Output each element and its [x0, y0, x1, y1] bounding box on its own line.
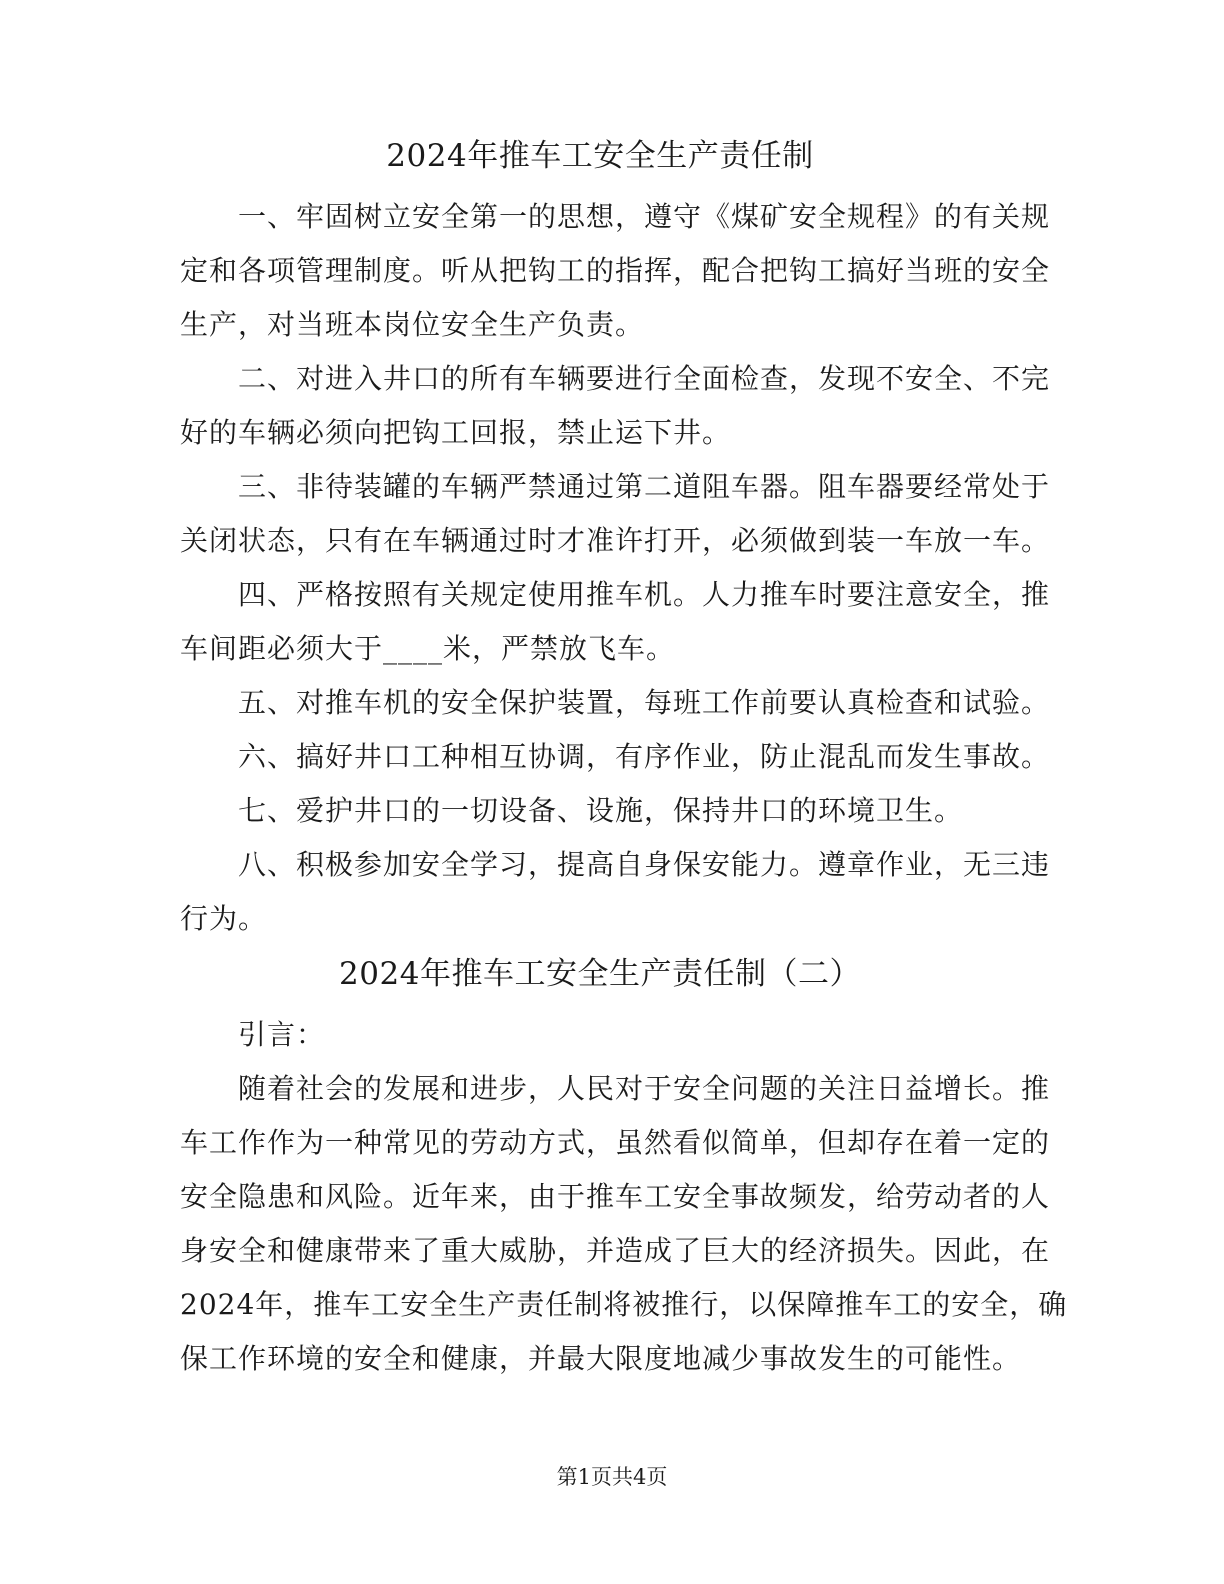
paragraph-line: 生产，对当班本岗位安全生产负责。: [180, 308, 645, 341]
paragraph-line: 六、搞好井口工种相互协调，有序作业，防止混乱而发生事故。: [238, 740, 1051, 773]
paragraph-line: 行为。: [180, 902, 268, 935]
paragraph-line: 定和各项管理制度。听从把钩工的指挥，配合把钩工搞好当班的安全: [180, 254, 1051, 287]
paragraph-line: 身安全和健康带来了重大威胁，并造成了巨大的经济损失。因此，在: [180, 1234, 1051, 1267]
paragraph-line: 一、牢固树立安全第一的思想，遵守《煤矿安全规程》的有关规: [238, 200, 1051, 233]
page-number-footer: 第1页共4页: [556, 1465, 668, 1489]
paragraph-line: 二、对进入井口的所有车辆要进行全面检查，发现不安全、不完: [238, 362, 1051, 395]
paragraph-line: 关闭状态，只有在车辆通过时才准许打开，必须做到装一车放一车。: [180, 524, 1051, 557]
paragraph-line: 随着社会的发展和进步，人民对于安全问题的关注日益增长。推: [238, 1072, 1051, 1105]
paragraph-line: 三、非待装罐的车辆严禁通过第二道阻车器。阻车器要经常处于: [238, 470, 1051, 503]
paragraph-line: 引言：: [238, 1018, 326, 1051]
paragraph-line: 五、对推车机的安全保护装置，每班工作前要认真检查和试验。: [238, 686, 1051, 719]
paragraph-line: 车工作作为一种常见的劳动方式，虽然看似简单，但却存在着一定的: [180, 1126, 1051, 1159]
paragraph-line: 安全隐患和风险。近年来，由于推车工安全事故频发，给劳动者的人: [180, 1180, 1051, 1213]
paragraph-line: 保工作环境的安全和健康，并最大限度地减少事故发生的可能性。: [180, 1342, 1022, 1375]
paragraph-line: 四、严格按照有关规定使用推车机。人力推车时要注意安全，推: [238, 578, 1051, 611]
document-title: 2024年推车工安全生产责任制: [386, 138, 814, 174]
paragraph-line: 2024年，推车工安全生产责任制将被推行，以保障推车工的安全，确: [180, 1288, 1068, 1321]
paragraph-line: 八、积极参加安全学习，提高自身保安能力。遵章作业，无三违: [238, 848, 1051, 881]
paragraph-line: 车间距必须大于____米，严禁放飞车。: [180, 632, 676, 665]
paragraph-line: 七、爱护井口的一切设备、设施，保持井口的环境卫生。: [238, 794, 964, 827]
section-title: 2024年推车工安全生产责任制（二）: [339, 956, 861, 992]
paragraph-line: 好的车辆必须向把钩工回报，禁止运下井。: [180, 416, 732, 449]
